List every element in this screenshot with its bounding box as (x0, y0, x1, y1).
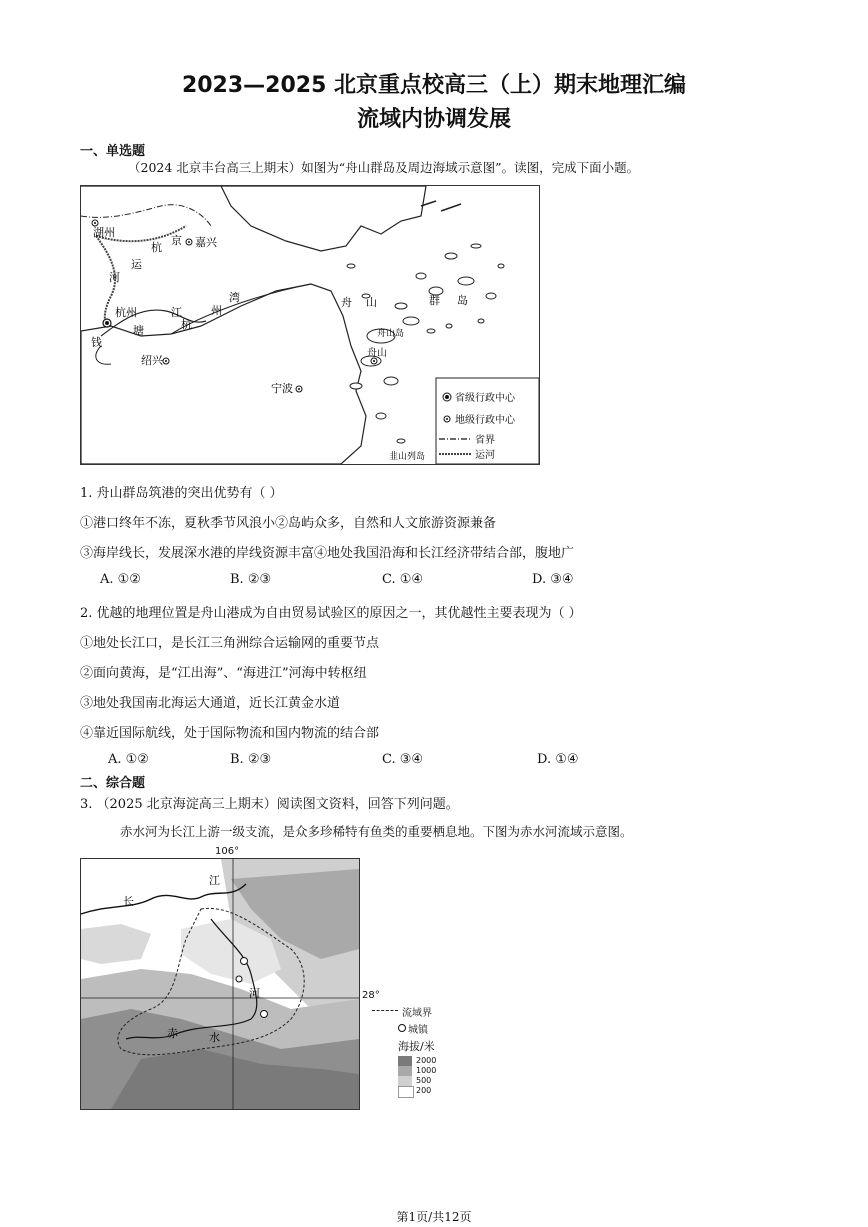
label-hang: 杭 (151, 241, 162, 254)
legend-boundary: 省界 (475, 435, 495, 446)
chishui-map-svg (81, 859, 359, 1109)
page-number: 第1页/共12页 (396, 1210, 472, 1224)
q2-option-a[interactable]: A. ①② (108, 752, 149, 767)
document-title: 2023—2025 北京重点校高三（上）期末地理汇编 (181, 73, 687, 98)
legend-prefecture: 地级行政中心 (455, 415, 515, 426)
label-jiang: 江 (171, 306, 182, 319)
label-hz-bay-2: 州 (211, 304, 222, 317)
q3-material: 赤水河为长江上游一级支流，是众多珍稀特有鱼类的重要栖息地。下图为赤水河流域示意图。 (120, 824, 633, 839)
section-comprehensive: 二、综合题 (80, 776, 146, 791)
q2-item-1: ①地处长江口，是长江三角洲综合运输网的重要节点 (80, 636, 380, 651)
label-shan: 山 (366, 296, 377, 309)
label-zhoushan-city: 舟山 (367, 348, 387, 359)
q2-option-b[interactable]: B. ②③ (230, 752, 272, 767)
label-qian: 钱 (91, 336, 102, 349)
legend-provincial: 省级行政中心 (455, 393, 515, 404)
q1-statement-line-2: ③海岸线长，发展深水港的岸线资源丰富④地处我国沿海和长江经济带结合部，腹地广 (80, 546, 575, 561)
label-yun: 运 (131, 258, 142, 271)
label-jiaxing: 嘉兴 (195, 236, 217, 249)
label-jiushan: 韭山列岛 (389, 452, 426, 462)
document-subtitle: 流域内协调发展 (356, 107, 511, 132)
legend-town: 城镇 (408, 1025, 428, 1036)
q2-item-4: ④靠近国际航线，处于国际物流和国内物流的结合部 (80, 726, 380, 741)
label-chang: 长 (123, 895, 134, 908)
legend-elev-200: 200 (416, 1086, 432, 1095)
legend-canal: 运河 (475, 450, 495, 461)
lat-label: 28° (362, 990, 380, 1001)
label-he: 河 (109, 271, 120, 284)
label-jiang: 江 (209, 874, 220, 887)
lon-label: 106° (215, 846, 240, 857)
label-chi: 赤 (167, 1027, 178, 1040)
q1-stem: 1. 舟山群岛筑港的突出优势有（ ） (80, 486, 283, 501)
label-tang: 塘 (133, 324, 144, 337)
map1-legend (436, 378, 539, 464)
label-he: 河 (249, 987, 260, 1000)
town-icon (398, 1024, 406, 1032)
map2-legend (372, 1008, 482, 1108)
q1-option-d[interactable]: D. ③④ (532, 572, 574, 587)
legend-elev-title: 海拔/米 (398, 1040, 435, 1053)
q1-option-c[interactable]: C. ①④ (382, 572, 424, 587)
legend-basin: 流域界 (402, 1008, 432, 1019)
label-shui: 水 (209, 1031, 220, 1044)
q1-option-b[interactable]: B. ②③ (230, 572, 272, 587)
q1-option-a[interactable]: A. ①② (100, 572, 141, 587)
legend-elev-500: 500 (416, 1076, 432, 1085)
label-qun: 群 (429, 294, 440, 307)
label-zhou: 舟 (341, 296, 352, 309)
q1-statement-line-1: ①港口终年不冻，夏秋季节风浪小②岛屿众多，自然和人文旅游资源兼备 (80, 516, 497, 531)
label-huzhou: 湖州 (93, 226, 115, 239)
label-ningbo: 宁波 (271, 382, 293, 395)
zhoushan-map (80, 185, 540, 465)
group1-intro: （2024 北京丰台高三上期末）如图为“舟山群岛及周边海域示意图”。读图，完成下面小题。 (128, 160, 640, 175)
section-single-choice: 一、单选题 (80, 144, 146, 159)
q2-option-c[interactable]: C. ③④ (382, 752, 424, 767)
legend-elev-2000: 2000 (416, 1056, 437, 1065)
label-zhoushan-island: 舟山岛 (377, 329, 405, 339)
label-hz-bay-3: 湾 (229, 291, 240, 304)
q2-option-d[interactable]: D. ①④ (537, 752, 579, 767)
q2-item-2: ②面向黄海，是“江出海”、“海进江”河海中转枢纽 (80, 666, 367, 681)
chishui-map (80, 858, 360, 1110)
legend-elev-1000: 1000 (416, 1066, 437, 1075)
label-jing: 京 (171, 234, 182, 247)
label-lon (221, 859, 245, 860)
label-dao: 岛 (457, 294, 468, 307)
label-hangzhou: 杭州 (115, 306, 137, 319)
zhoushan-map-svg (81, 186, 539, 464)
label-shaoxing: 绍兴 (141, 354, 163, 367)
label-hz-bay-1: 杭 (181, 318, 192, 331)
q2-stem: 2. 优越的地理位置是舟山港成为自由贸易试验区的原因之一，其优越性主要表现为（ ） (80, 606, 582, 621)
q2-item-3: ③地处我国南北海运大通道，近长江黄金水道 (80, 696, 341, 711)
q3-stem: 3. （2025 北京海淀高三上期末）阅读图文资料，回答下列问题。 (80, 797, 459, 812)
